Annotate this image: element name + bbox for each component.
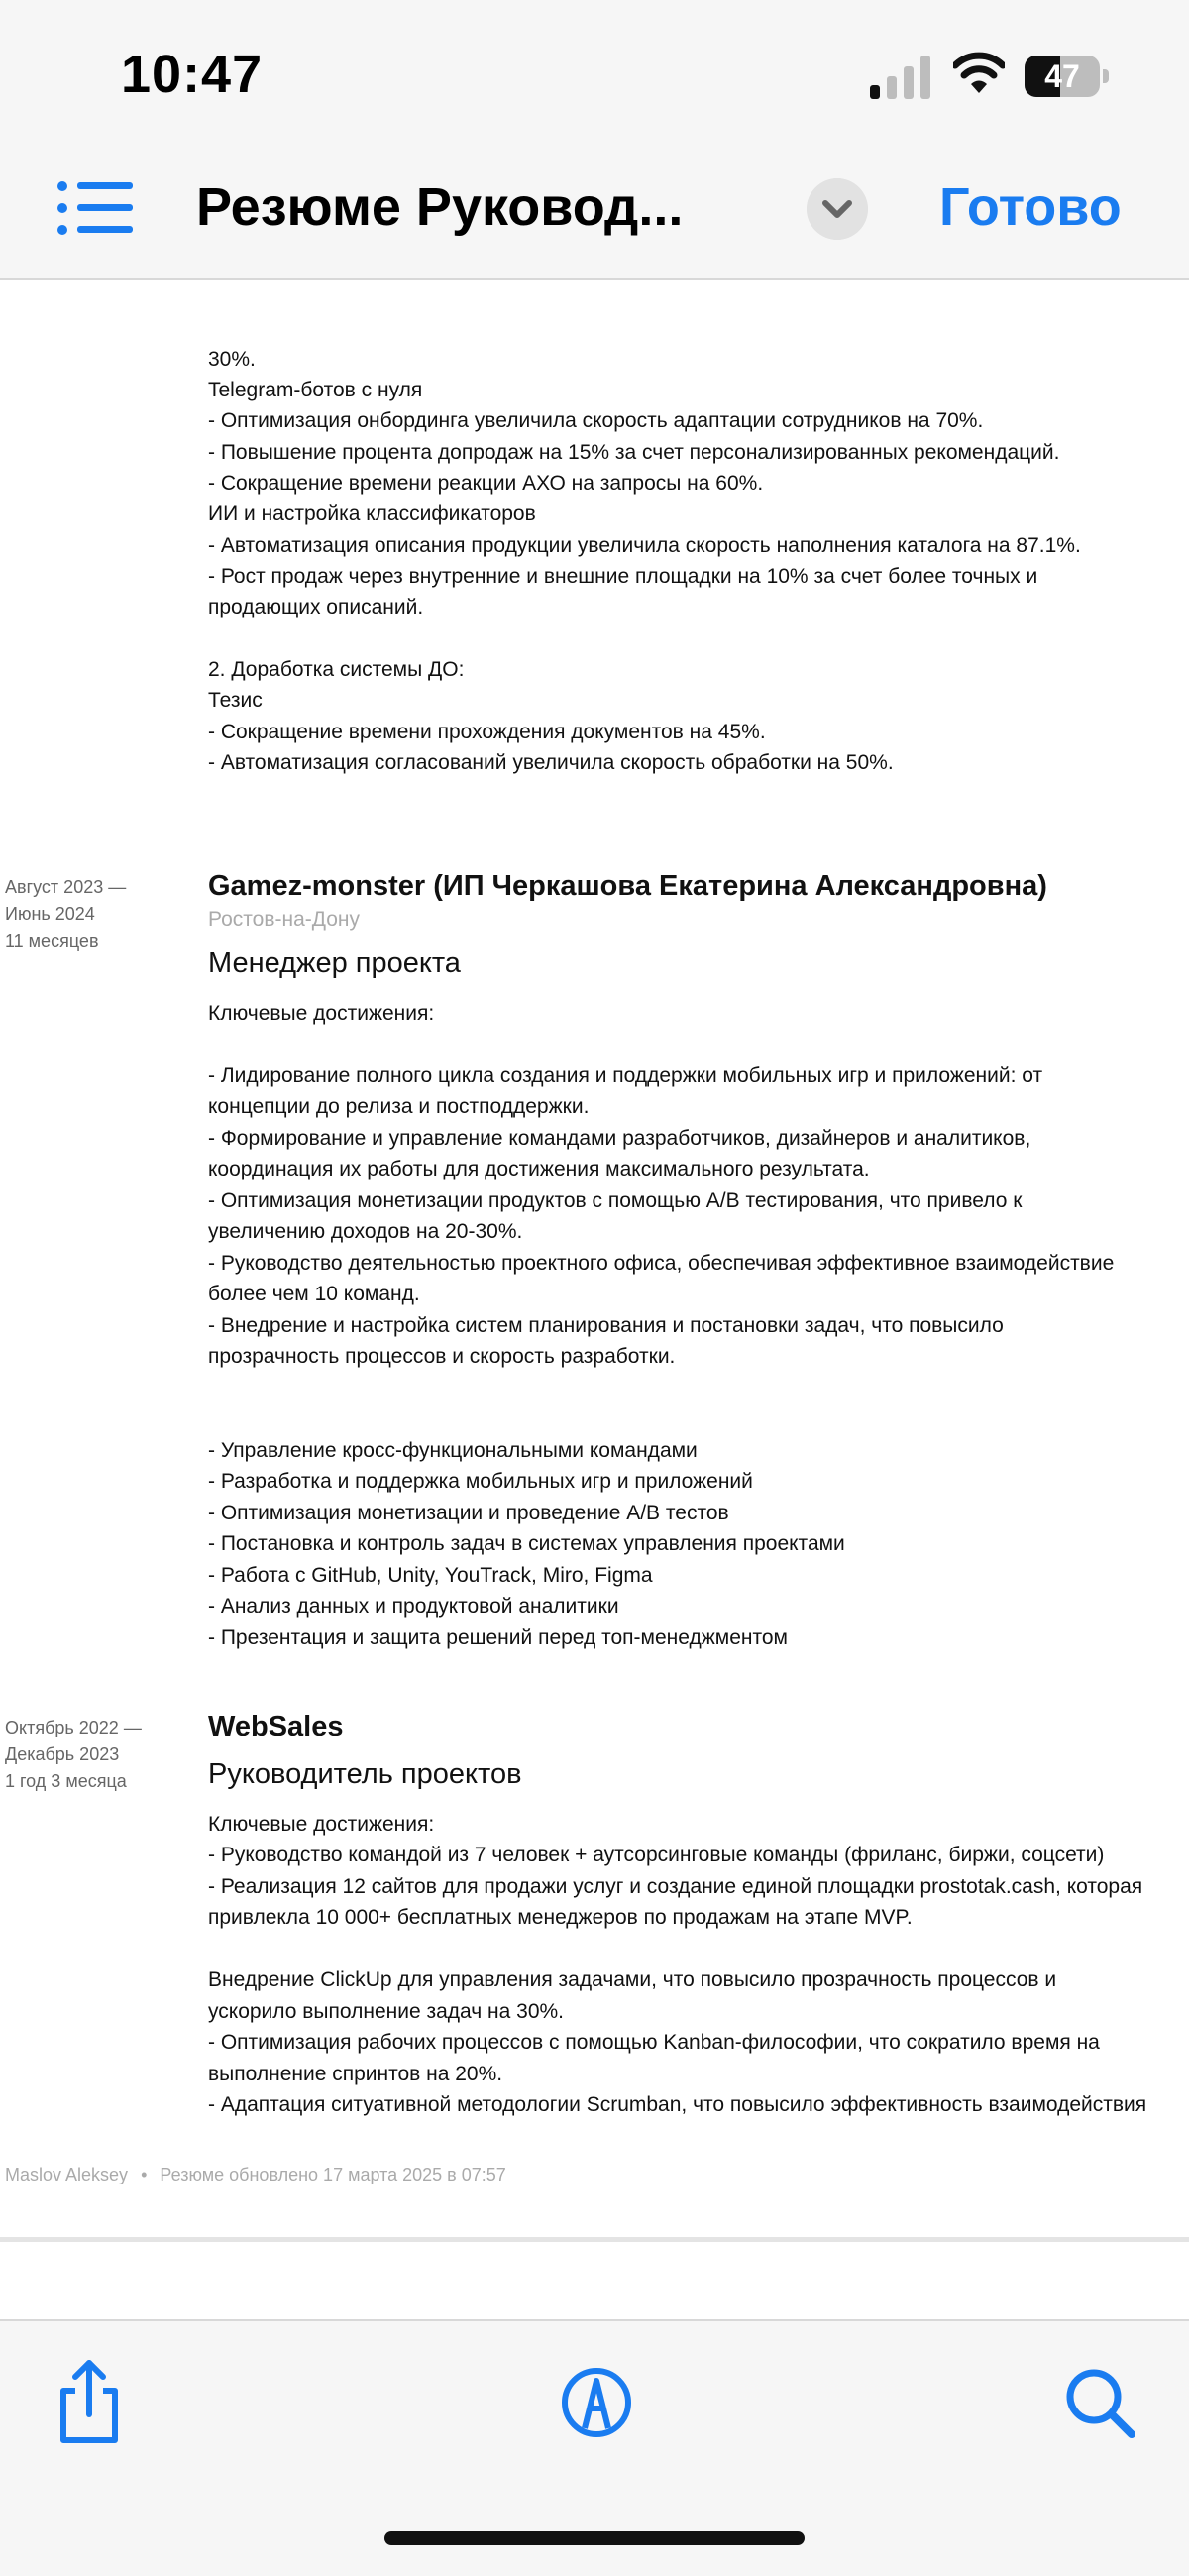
text-line: - Работа с GitHub, Unity, YouTrack, Miro, Figma bbox=[208, 1564, 653, 1587]
text-line: - Презентация и защита решений перед топ-менеджментом bbox=[208, 1626, 788, 1649]
job-duration: 11 месяцев bbox=[5, 931, 99, 951]
wifi-icon bbox=[953, 52, 1005, 95]
text-line: 2. Доработка системы ДО: bbox=[208, 658, 465, 681]
text-line: - Сокращение времени реакции АХО на запросы на 60%. bbox=[208, 472, 764, 495]
battery-tip bbox=[1103, 69, 1109, 83]
text-line: - Реализация 12 сайтов для продажи услуг и создание единой площадки prostotak.cash, которая bbox=[208, 1875, 1143, 1898]
text-line: - Оптимизация рабочих процессов с помощью Kanban-философии, что сократило время на bbox=[208, 2031, 1100, 2054]
text-line: Тезис bbox=[208, 689, 263, 712]
text-line: - Автоматизация согласований увеличила скорость обработки на 50%. bbox=[208, 751, 894, 774]
text-line: прозрачность процессов и скорость разработки. bbox=[208, 1345, 676, 1368]
text-line: ускорило выполнение задач на 30%. bbox=[208, 2000, 565, 2023]
text-line: - Оптимизация монетизации и проведение A/B тестов bbox=[208, 1502, 729, 1524]
footer-dot: • bbox=[141, 2165, 148, 2184]
text-line: - Руководство деятельностью проектного офиса, обеспечивая эффективное взаимодействие bbox=[208, 1252, 1115, 1275]
text-line: Telegram-ботов с нуля bbox=[208, 379, 423, 401]
text-line: - Анализ данных и продуктовой аналитики bbox=[208, 1595, 619, 1618]
job-dates-start: Октябрь 2022 — bbox=[5, 1718, 142, 1737]
text-line: - Сокращение времени прохождения документов на 45%. bbox=[208, 721, 766, 743]
text-line: - Руководство командой из 7 человек + аутсорсинговые команды (фриланс, биржи, соцсети) bbox=[208, 1844, 1105, 1866]
job-role: Руководитель проектов bbox=[208, 1758, 522, 1790]
resume-footer bbox=[5, 2165, 506, 2185]
footer-updated: Резюме обновлено 17 марта 2025 в 07:57 bbox=[160, 2165, 506, 2184]
cellular-signal-icon bbox=[870, 56, 931, 99]
outline-list-icon[interactable] bbox=[55, 178, 135, 238]
search-icon[interactable] bbox=[1060, 2357, 1139, 2446]
text-line: - Внедрение и настройка систем планирования и постановки задач, что повысило bbox=[208, 1314, 1004, 1337]
job-role: Менеджер проекта bbox=[208, 948, 461, 979]
text-line: - Оптимизация онбординга увеличила скорость адаптации сотрудников на 70%. bbox=[208, 409, 984, 432]
company-city: Ростов-на-Дону bbox=[208, 908, 360, 931]
text-line: - Автоматизация описания продукции увеличила скорость наполнения каталога на 87.1%. bbox=[208, 534, 1081, 557]
battery-percent: 47 bbox=[1044, 58, 1080, 94]
text-line: привлекла 10 000+ бесплатных менеджеров по продажам на этапе MVP. bbox=[208, 1906, 913, 1929]
text-line: продающих описаний. bbox=[208, 596, 424, 618]
footer-author: Maslov Aleksey bbox=[5, 2165, 129, 2184]
battery-indicator bbox=[1025, 56, 1110, 97]
company-name: Gamez-monster (ИП Черкашова Екатерина Александровна) bbox=[208, 870, 1047, 902]
battery-body bbox=[1025, 56, 1100, 97]
text-line: - Оптимизация монетизации продуктов с помощью A/B тестирования, что привело к bbox=[208, 1189, 1023, 1212]
share-icon[interactable] bbox=[50, 2357, 129, 2446]
home-indicator[interactable] bbox=[384, 2531, 805, 2545]
markup-icon[interactable] bbox=[557, 2357, 636, 2446]
text-line: координация их работы для достижения максимального результата. bbox=[208, 1158, 870, 1180]
text-line: Внедрение ClickUp для управления задачами, что повысило прозрачность процессов и bbox=[208, 1968, 1057, 1991]
text-line: ИИ и настройка классификаторов bbox=[208, 503, 536, 525]
text-line: - Повышение процента допродаж на 15% за счет персонализированных рекомендаций. bbox=[208, 441, 1060, 464]
text-line: концепции до релиза и постподдержки. bbox=[208, 1095, 590, 1118]
status-time: 10:47 bbox=[121, 45, 264, 104]
text-line: - Формирование и управление командами разработчиков, дизайнеров и аналитиков, bbox=[208, 1127, 1031, 1150]
done-button[interactable]: Готово bbox=[939, 177, 1122, 237]
top-bar bbox=[0, 0, 1189, 280]
text-line: - Управление кросс-функциональными командами bbox=[208, 1439, 698, 1462]
chevron-down-icon[interactable] bbox=[807, 178, 868, 240]
text-line: Ключевые достижения: bbox=[208, 1002, 435, 1025]
text-line: - Рост продаж через внутренние и внешние площадки на 10% за счет более точных и bbox=[208, 565, 1038, 588]
text-line: выполнение спринтов на 20%. bbox=[208, 2063, 503, 2085]
text-line: Ключевые достижения: bbox=[208, 1813, 435, 1836]
text-line: увеличению доходов на 20-30%. bbox=[208, 1220, 523, 1243]
job-dates-start: Август 2023 — bbox=[5, 877, 127, 897]
text-line: - Адаптация ситуативной методологии Scrumban, что повысило эффективность взаимодействия bbox=[208, 2093, 1147, 2116]
company-name: WebSales bbox=[208, 1711, 344, 1742]
job-dates-end: Июнь 2024 bbox=[5, 904, 95, 924]
job-dates-end: Декабрь 2023 bbox=[5, 1744, 120, 1764]
text-line: - Лидирование полного цикла создания и поддержки мобильных игр и приложений: от bbox=[208, 1064, 1043, 1087]
text-line: - Постановка и контроль задач в системах управления проектами bbox=[208, 1532, 845, 1555]
page-end-divider bbox=[0, 2237, 1189, 2242]
document-title[interactable]: Резюме Руковод... bbox=[196, 177, 684, 237]
resume-content[interactable] bbox=[0, 280, 1189, 2242]
text-line: - Разработка и поддержка мобильных игр и приложений bbox=[208, 1470, 753, 1493]
job-duration: 1 год 3 месяца bbox=[5, 1771, 127, 1791]
text-line: 30%. bbox=[208, 348, 256, 371]
text-line: более чем 10 команд. bbox=[208, 1283, 420, 1305]
